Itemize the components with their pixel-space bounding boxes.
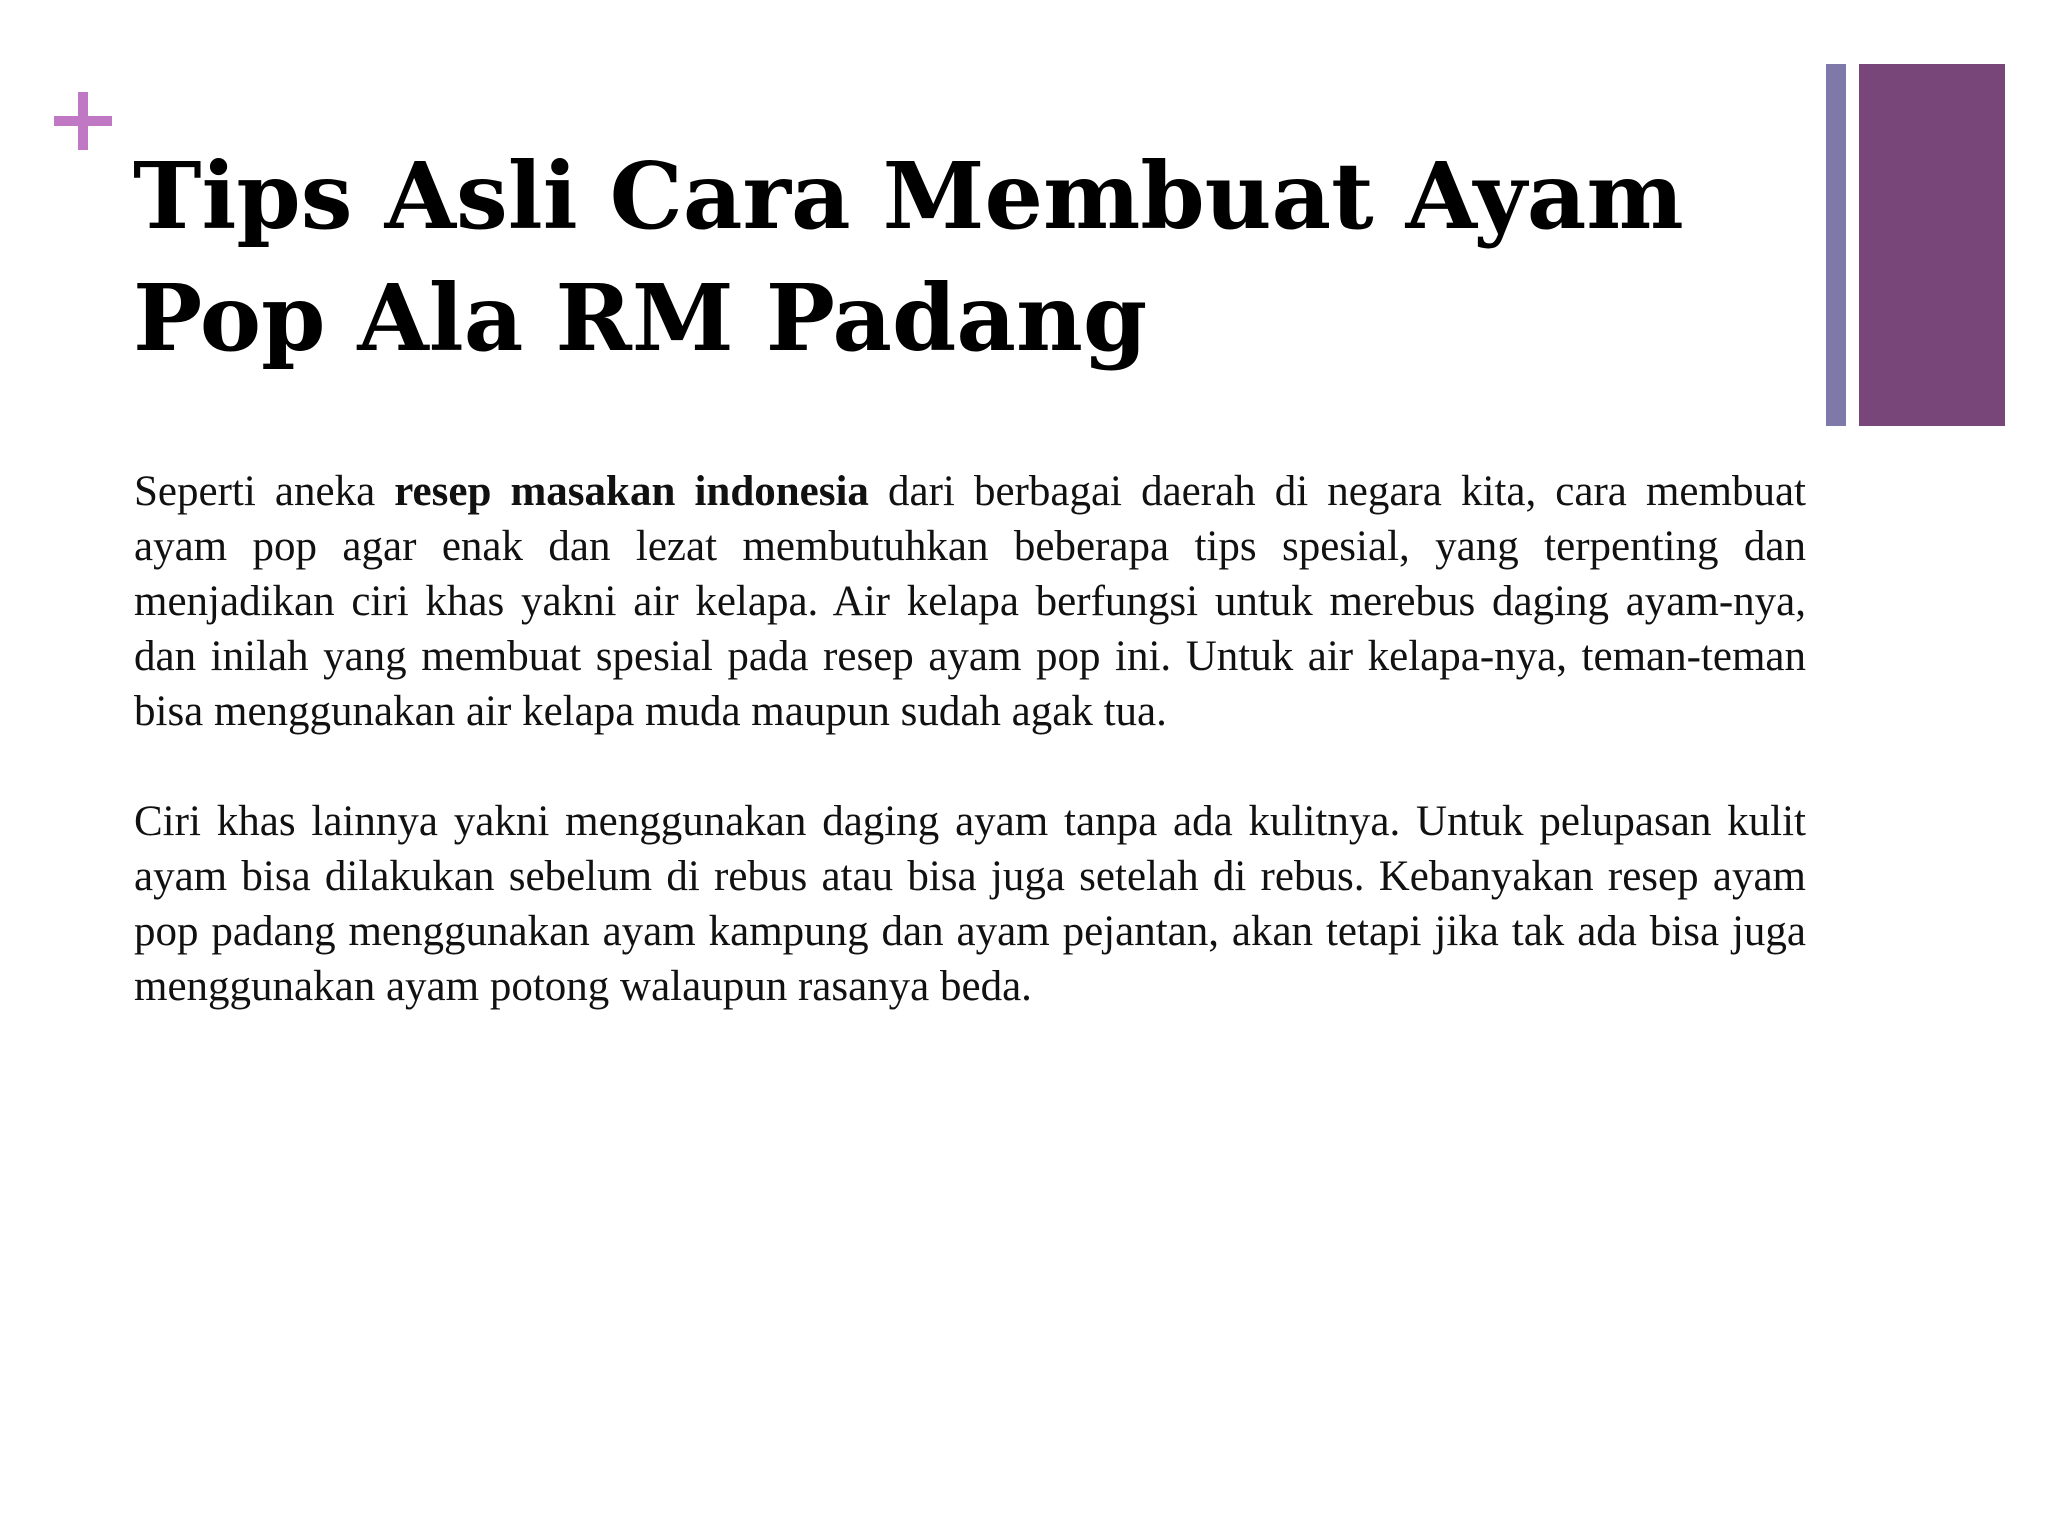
paragraph-2: Ciri khas lainnya yakni menggunakan daging ayam tanpa ada kulitnya. Untuk pelupasan kulit ayam bisa dilakukan sebelum di rebus atau bisa juga setelah di rebus. Kebanyakan resep ayam pop padang menggunakan ayam kampung dan ayam pejantan, akan tetapi jika tak ada bisa juga menggunakan ayam potong walaupun rasanya beda.	[134, 798, 1806, 1010]
paragraph-1-end: dari berbagai daerah di negara kita, cara membuat ayam pop agar enak dan lezat membutuhkan beberapa tips spesial, yang terpenting dan menjadikan ciri khas yakni air kelapa. Air kelapa berfungsi untuk merebus daging ayam-nya, dan inilah yang membuat spesial pada resep ayam pop ini. Untuk air kelapa-nya, teman-teman bisa menggunakan air kelapa muda maupun sudah agak tua.	[134, 468, 1806, 735]
paragraph-1-bold: resep masakan indonesia	[394, 468, 869, 515]
slide-body	[134, 464, 1806, 1069]
plus-icon	[54, 92, 112, 150]
plus-icon-vertical	[78, 92, 88, 150]
paragraph-1	[134, 464, 1806, 739]
accent-bar-thin	[1826, 64, 1846, 426]
paragraph-1-start: Seperti aneka	[134, 468, 395, 515]
slide-title: Tips Asli Cara Membuat Ayam Pop Ala RM Padang	[133, 142, 1684, 372]
accent-bar-thick	[1859, 64, 2005, 426]
